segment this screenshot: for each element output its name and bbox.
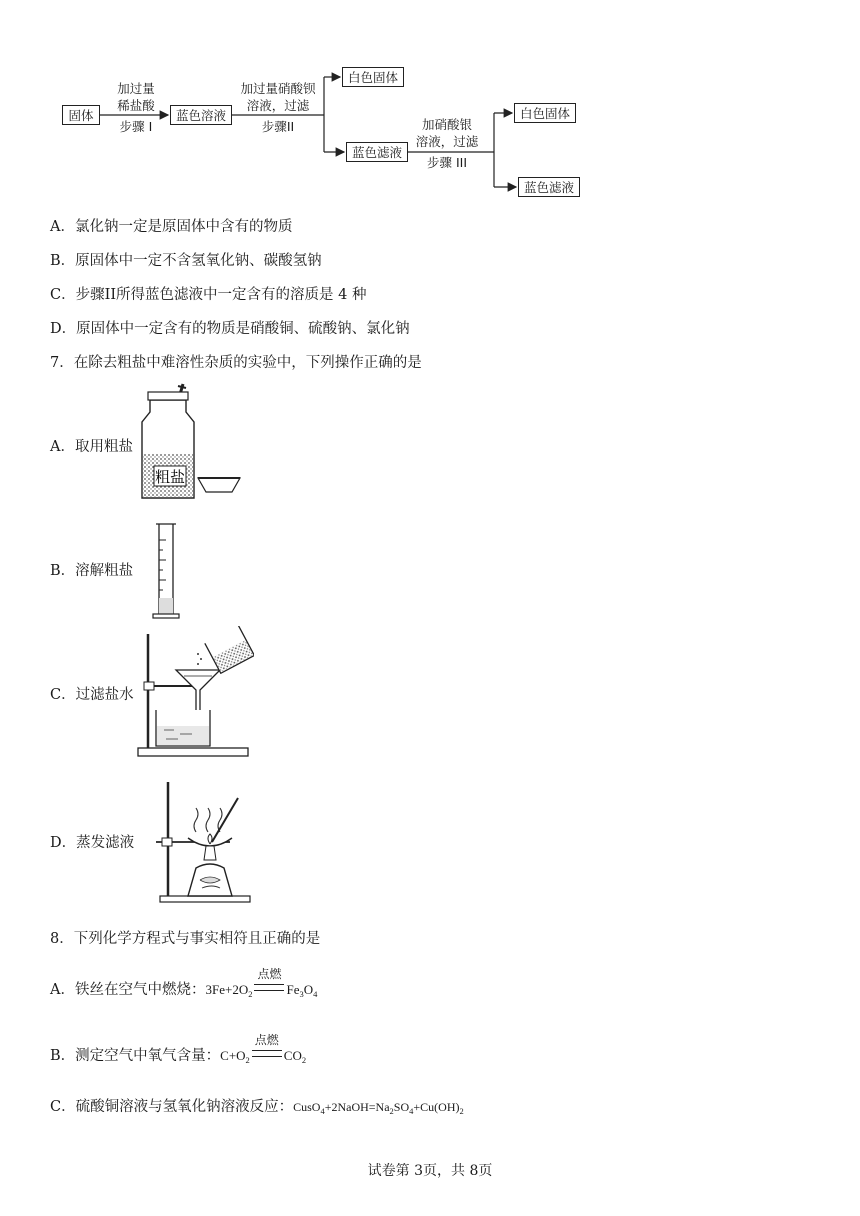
q8-stem: 8．下列化学方程式与事实相符且正确的是 — [50, 931, 321, 947]
step3-reagent: 加硝酸银 溶液，过滤 — [415, 117, 479, 149]
q8-b-equation: $C+O_2$ 点燃 $CO_2$ — [220, 1033, 307, 1065]
flowchart-arrows — [0, 0, 600, 210]
q8-c-equation: $CusO_4+2NaOH=Na_2SO_4+Cu(OH)_2$ — [293, 1100, 464, 1116]
q8-option-c — [50, 1098, 464, 1116]
q8-c-label: C．硫酸铜溶液与氢氧化钠溶液反应： — [50, 1099, 294, 1115]
q6-option-a: A．氯化钠一定是原固体中含有的物质 — [50, 219, 293, 235]
q8-a-equation: $3Fe+2O_2$ 点燃 $Fe_3O_4$ — [205, 967, 318, 999]
q6-option-c: C．步骤II所得蓝色滤液中一定含有的溶质是 4 种 — [50, 287, 367, 303]
q7-option-b: B．溶解粗盐 — [50, 563, 134, 579]
step2-label: 步骤II — [261, 119, 295, 134]
q7-option-a: A．取用粗盐 — [50, 439, 133, 455]
q8-option-b — [50, 1033, 307, 1065]
box-blue-solution: 蓝色溶液 — [170, 105, 232, 125]
q7-stem: 7．在除去粗盐中难溶性杂质的实验中，下列操作正确的是 — [50, 355, 422, 371]
jar-label: 粗盐 — [154, 468, 186, 486]
box-blue-filtrate-1: 蓝色滤液 — [346, 142, 408, 162]
q8-a-condition: 点燃 — [257, 967, 282, 981]
q6-option-b: B．原固体中一定不含氢氧化钠、碳酸氢钠 — [50, 253, 322, 269]
page-footer: 试卷第 3页，共 8页 — [367, 1163, 493, 1179]
coarse-salt-jar-figure — [136, 382, 248, 502]
step2-reagent: 加过量硝酸钡 溶液，过滤 — [240, 81, 316, 113]
step3-label: 步骤 III — [426, 155, 468, 170]
step1-reagent: 加过量 稀盐酸 — [117, 81, 155, 113]
box-white-solid-2: 白色固体 — [514, 103, 576, 123]
q8-b-label: B．测定空气中氧气含量： — [50, 1048, 221, 1064]
q7-option-c: C．过滤盐水 — [50, 687, 134, 703]
q7-option-d: D．蒸发滤液 — [50, 835, 135, 851]
box-blue-filtrate-2: 蓝色滤液 — [518, 177, 580, 197]
box-solid: 固体 — [62, 105, 100, 125]
box-white-solid-1: 白色固体 — [342, 67, 404, 87]
evaporation-setup-figure — [140, 776, 260, 906]
q8-a-label: A．铁丝在空气中燃烧： — [50, 982, 206, 998]
graduated-cylinder-figure — [150, 520, 190, 620]
q8-option-a — [50, 967, 318, 999]
filtration-setup-figure — [134, 626, 254, 760]
step1-label: 步骤 I — [119, 119, 153, 134]
q8-b-condition: 点燃 — [254, 1033, 279, 1047]
q6-option-d: D．原固体中一定含有的物质是硝酸铜、硫酸钠、氯化钠 — [50, 321, 410, 337]
